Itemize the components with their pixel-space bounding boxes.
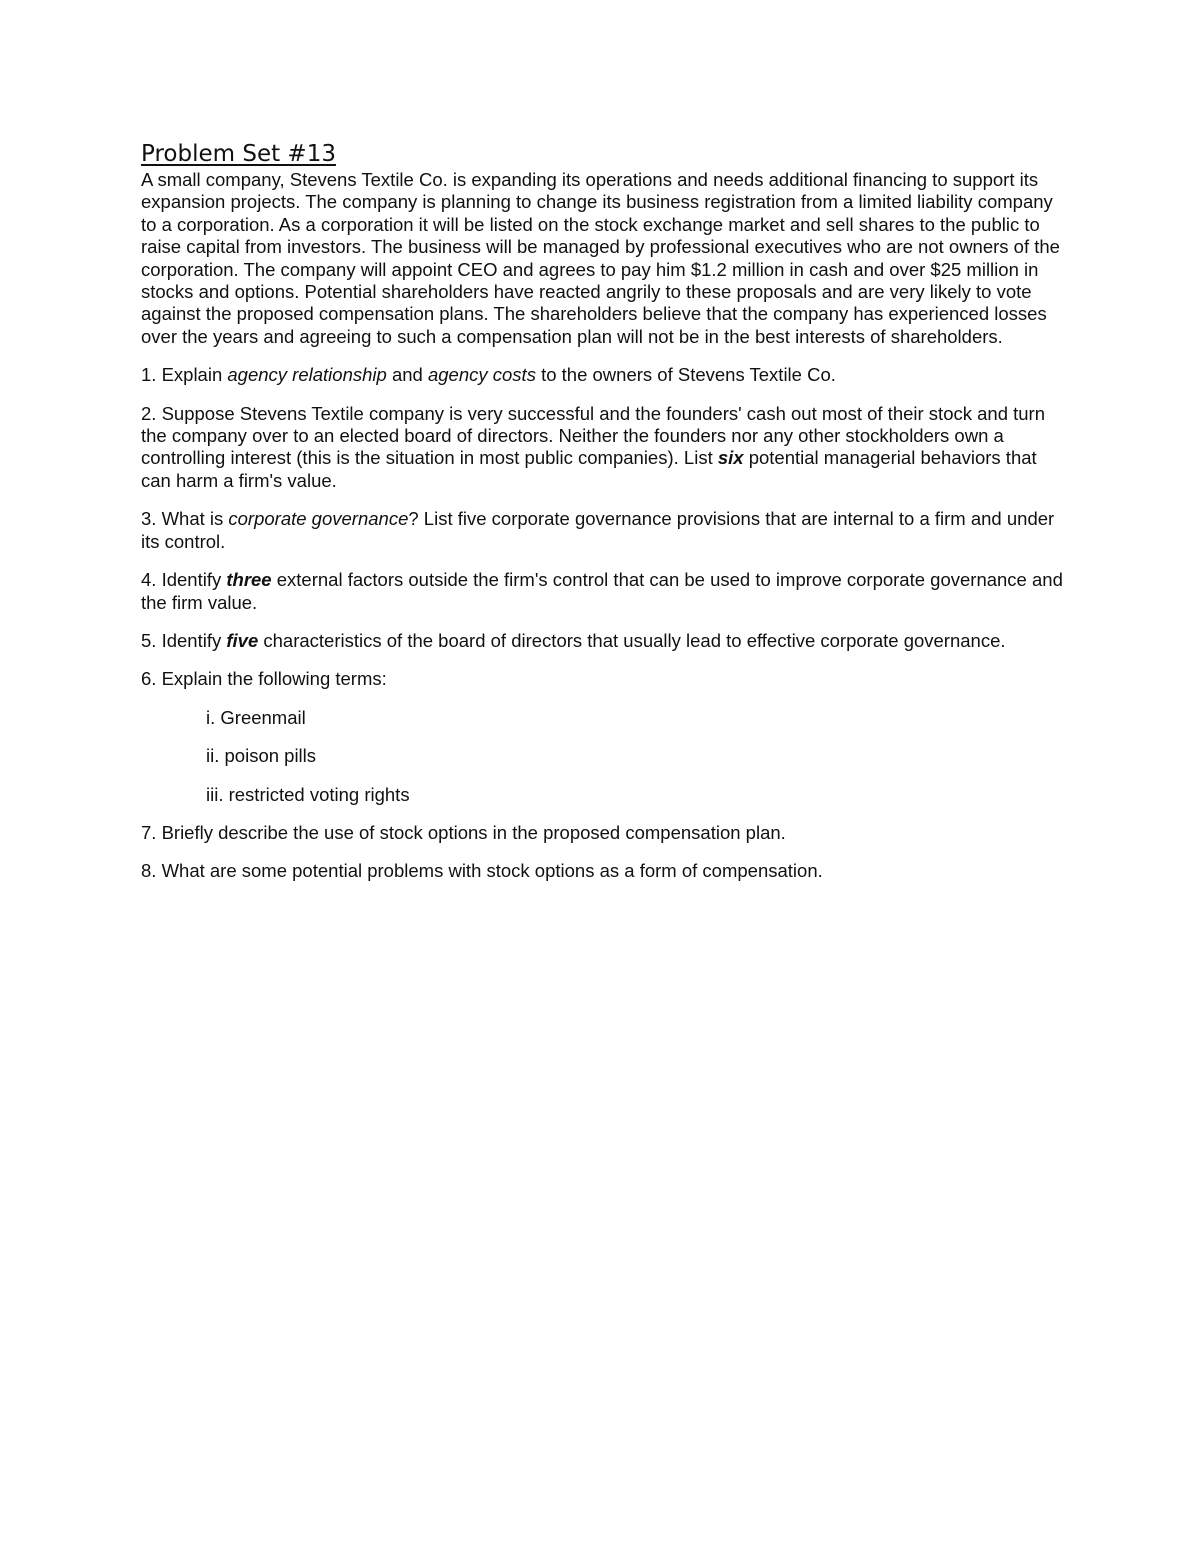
question-2-text-end: potential managerial behaviors that can harm a firm's value. [141, 447, 1037, 491]
question-3-text-end: ? List five corporate governance provisions that are internal to a firm and under its control. [141, 508, 1055, 552]
question-1-text-mid: and [386, 364, 428, 386]
question-6: 6. Explain the following terms: [141, 668, 387, 690]
question-5-text: 5. Identify [141, 629, 227, 651]
question-8: 8. What are some potential problems with stock options as a form of compensation. [141, 860, 823, 882]
question-2-text: 2. Suppose Stevens Textile company is very successful and the founders' cash out most of their stock and turn the company over to an elected board of directors. Neither the founders nor any other stockholders own a controlling interest (this is the situation in most public companies). List [141, 402, 1046, 469]
question-4-emphasis: three [226, 569, 272, 591]
term-item-poison-pills: ii. poison pills [206, 745, 317, 767]
question-2 [141, 403, 1071, 493]
question-7: 7. Briefly describe the use of stock options in the proposed compensation plan. [141, 821, 786, 843]
question-3-text: 3. What is [141, 508, 229, 530]
term-item-restricted-voting-rights: iii. restricted voting rights [206, 783, 410, 805]
question-4-text: 4. Identify [141, 569, 227, 591]
question-3 [141, 508, 1071, 553]
question-3-term: corporate governance [228, 508, 409, 530]
question-4-text-end: external factors outside the firm's control that can be used to improve corporate governance and the firm value. [141, 569, 1063, 613]
intro-paragraph: A small company, Stevens Textile Co. is expanding its operations and needs additional financing to support its expansion projects. The company is planning to change its business registration from a limited liability company to a corporation. As a corporation it will be listed on the stock exchange market and sell shares to the public to raise capital from investors. The business will be managed by professional executives who are not owners of the corporation. The company will appoint CEO and agrees to pay him $1.2 million in cash and over $25 million in stocks and options. Potential shareholders have reacted angrily to these proposals and are very likely to vote against the proposed compensation plans. The shareholders believe that the company has experienced losses over the years and agreeing to such a compensation plan will not be in the best interests of shareholders. [141, 169, 1060, 347]
question-4 [141, 569, 1071, 614]
document-page [141, 140, 1071, 899]
question-5-emphasis: five [226, 629, 259, 651]
question-1-text: 1. Explain [141, 364, 228, 386]
question-1-text-end: to the owners of Stevens Textile Co. [535, 364, 836, 386]
question-1-term-agency-relationship: agency relationship [227, 364, 387, 386]
question-1 [141, 364, 1071, 386]
page-title: Problem Set #13 [141, 141, 336, 167]
question-5-text-end: characteristics of the board of directors that usually lead to effective corporate governance. [258, 629, 1006, 651]
term-item-greenmail: i. Greenmail [206, 706, 306, 728]
question-5 [141, 630, 1071, 652]
question-1-term-agency-costs: agency costs [427, 364, 536, 386]
question-2-emphasis: six [717, 447, 744, 469]
